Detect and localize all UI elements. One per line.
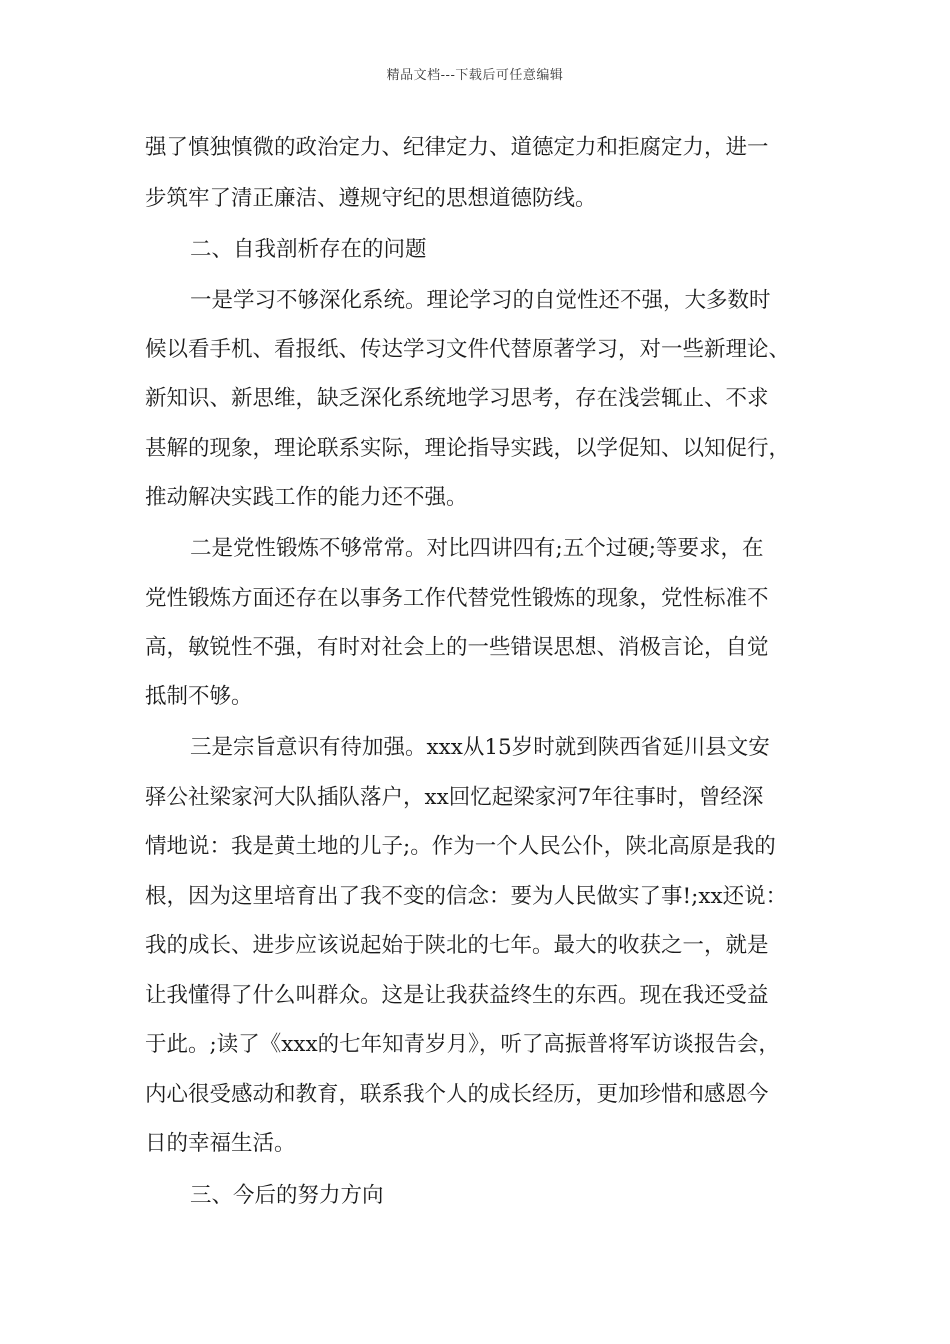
paragraph-line: 内心很受感动和教育，联系我个人的成长经历，更加珍惜和感恩今 xyxy=(145,1082,769,1107)
paragraph-line: 根，因为这里培育出了我不变的信念：要为人民做实了事!;xx还说： xyxy=(145,884,788,909)
paragraph-line: 情地说：我是黄土地的儿子;。作为一个人民公仆，陕北高原是我的 xyxy=(145,834,776,859)
paragraph-line: 党性锻炼方面还存在以事务工作代替党性锻炼的现象，党性标准不 xyxy=(145,586,769,611)
paragraph-line: 候以看手机、看报纸、传达学习文件代替原著学习，对一些新理论、 xyxy=(145,337,791,362)
section-heading: 二、自我剖析存在的问题 xyxy=(190,237,427,262)
paragraph-line: 日的幸福生活。 xyxy=(145,1131,296,1156)
paragraph-line: 三是宗旨意识有待加强。xxx从15岁时就到陕西省延川县文安 xyxy=(190,735,770,760)
paragraph-line: 我的成长、进步应该说起始于陕北的七年。最大的收获之一，就是 xyxy=(145,933,769,958)
section-heading: 三、今后的努力方向 xyxy=(190,1183,384,1208)
paragraph-line: 强了慎独慎微的政治定力、纪律定力、道德定力和拒腐定力，进一 xyxy=(145,135,769,160)
paragraph-line: 新知识、新思维，缺乏深化系统地学习思考，存在浅尝辄止、不求 xyxy=(145,386,769,411)
paragraph-line: 步筑牢了清正廉洁、遵规守纪的思想道德防线。 xyxy=(145,186,597,211)
page-header: 精品文档---下载后可任意编辑 xyxy=(386,68,564,83)
paragraph-line: 让我懂得了什么叫群众。这是让我获益终生的东西。现在我还受益 xyxy=(145,983,769,1008)
paragraph-line: 抵制不够。 xyxy=(145,684,253,709)
paragraph-line: 驿公社梁家河大队插队落户，xx回忆起梁家河7年往事时，曾经深 xyxy=(145,785,764,810)
paragraph-line: 高，敏锐性不强，有时对社会上的一些错误思想、消极言论，自觉 xyxy=(145,635,769,660)
paragraph-line: 推动解决实践工作的能力还不强。 xyxy=(145,485,468,510)
paragraph-line: 甚解的现象，理论联系实际，理论指导实践，以学促知、以知促行， xyxy=(145,436,791,461)
paragraph-line: 一是学习不够深化系统。理论学习的自觉性还不强，大多数时 xyxy=(190,288,771,313)
paragraph-line: 二是党性锻炼不够常常。对比四讲四有;五个过硬;等要求，在 xyxy=(190,536,764,561)
paragraph-line: 于此。;读了《xxx的七年知青岁月》，听了高振普将军访谈报告会， xyxy=(145,1032,780,1057)
